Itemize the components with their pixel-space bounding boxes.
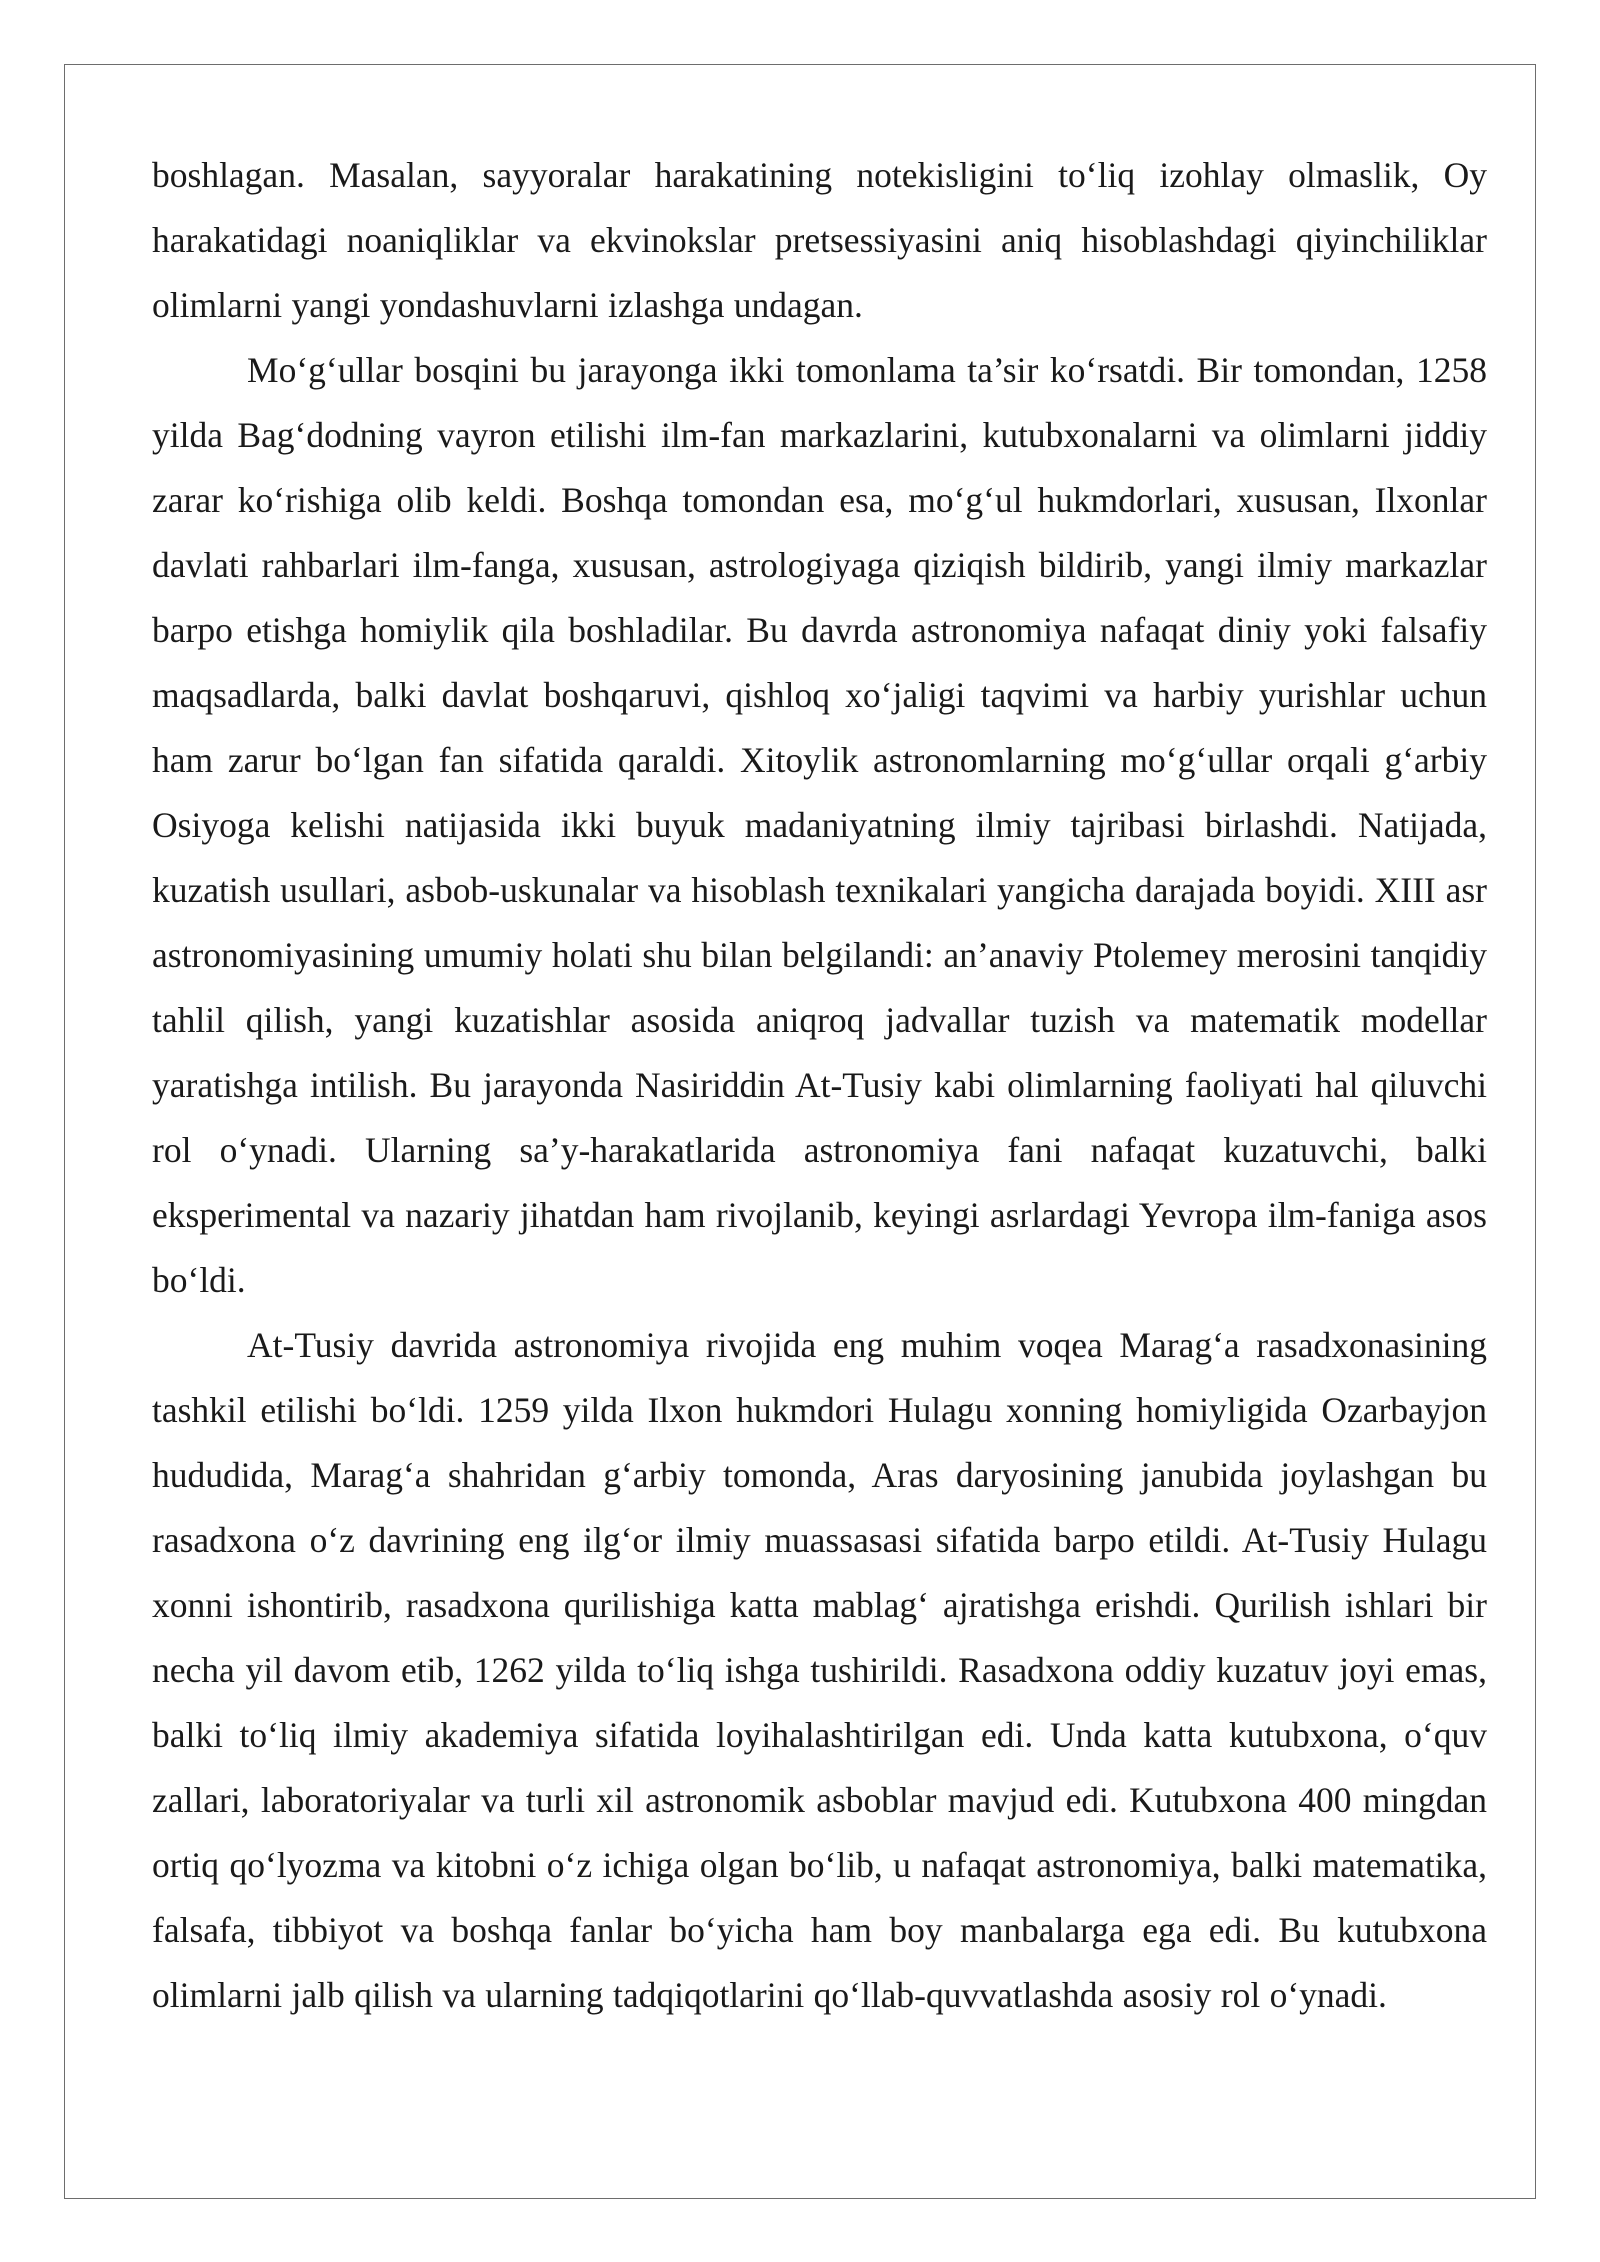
paragraph-mongol-invasion: Mo‘g‘ullar bosqini bu jarayonga ikki tomonlama ta’sir ko‘rsatdi. Bir tomondan, 1258 yilda Bag‘dodning vayron etilishi ilm-fan markazlarini, kutubxonalarni va olimlarni jiddiy zarar ko‘rishiga olib keldi. Boshqa tomondan esa, mo‘g‘ul hukmdorlari, xususan, Ilxonlar davlati rahbarlari ilm-fanga, xususan, astrologiyaga qiziqish bildirib, yangi ilmiy markazlar barpo etishga homiylik qila boshladilar. Bu davrda astronomiya nafaqat diniy yoki falsafiy maqsadlarda, balki davlat boshqaruvi, qishloq xo‘jaligi taqvimi va harbiy yurishlar uchun ham zarur bo‘lgan fan sifatida qaraldi. Xitoylik astronomlarning mo‘g‘ullar orqali g‘arbiy Osiyoga kelishi natijasida ikki buyuk madaniyatning ilmiy tajribasi birlashdi. Natijada, kuzatish usullari, asbob-uskunalar va hisoblash texnikalari yangicha darajada boyidi. XIII asr astronomiyasining umumiy holati shu bilan belgilandi: an’anaviy Ptolemey merosini tanqidiy tahlil qilish, yangi kuzatishlar asosida aniqroq jadvallar tuzish va matematik modellar yaratishga intilish. Bu jarayonda Nasiriddin At-Tusiy kabi olimlarning faoliyati hal qiluvchi rol o‘ynadi. Ularning sa’y-harakatlarida astronomiya fani nafaqat kuzatuvchi, balki eksperimental va nazariy jihatdan ham rivojlanib, keyingi asrlardagi Yevropa ilm-faniga asos bo‘ldi.	[152, 350, 1487, 1300]
document-body	[152, 143, 1487, 2028]
paragraph-maragha-observatory: At-Tusiy davrida astronomiya rivojida eng muhim voqea Marag‘a rasadxonasining tashkil etilishi bo‘ldi. 1259 yilda Ilxon hukmdori Hulagu xonning homiyligida Ozarbayjon hududida, Marag‘a shahridan g‘arbiy tomonda, Aras daryosining janubida joylashgan bu rasadxona o‘z davrining eng ilg‘or ilmiy muassasasi sifatida barpo etildi. At-Tusiy Hulagu xonni ishontirib, rasadxona qurilishiga katta mablag‘ ajratishga erishdi. Qurilish ishlari bir necha yil davom etib, 1262 yilda to‘liq ishga tushirildi. Rasadxona oddiy kuzatuv joyi emas, balki to‘liq ilmiy akademiya sifatida loyihalashtirilgan edi. Unda katta kutubxona, o‘quv zallari, laboratoriyalar va turli xil astronomik asboblar mavjud edi. Kutubxona 400 mingdan ortiq qo‘lyozma va kitobni o‘z ichiga olgan bo‘lib, u nafaqat astronomiya, balki matematika, falsafa, tibbiyot va boshqa fanlar bo‘yicha ham boy manbalarga ega edi. Bu kutubxona olimlarni jalb qilish va ularning tadqiqotlarini qo‘llab-quvvatlashda asosiy rol o‘ynadi.	[152, 1325, 1487, 2015]
paragraph-continuation: boshlagan. Masalan, sayyoralar harakatining notekisligini to‘liq izohlay olmaslik, Oy harakatidagi noaniqliklar va ekvinokslar pretsessiyasini aniq hisoblashdagi qiyinchiliklar olimlarni yangi yondashuvlarni izlashga undagan.	[152, 155, 1487, 325]
